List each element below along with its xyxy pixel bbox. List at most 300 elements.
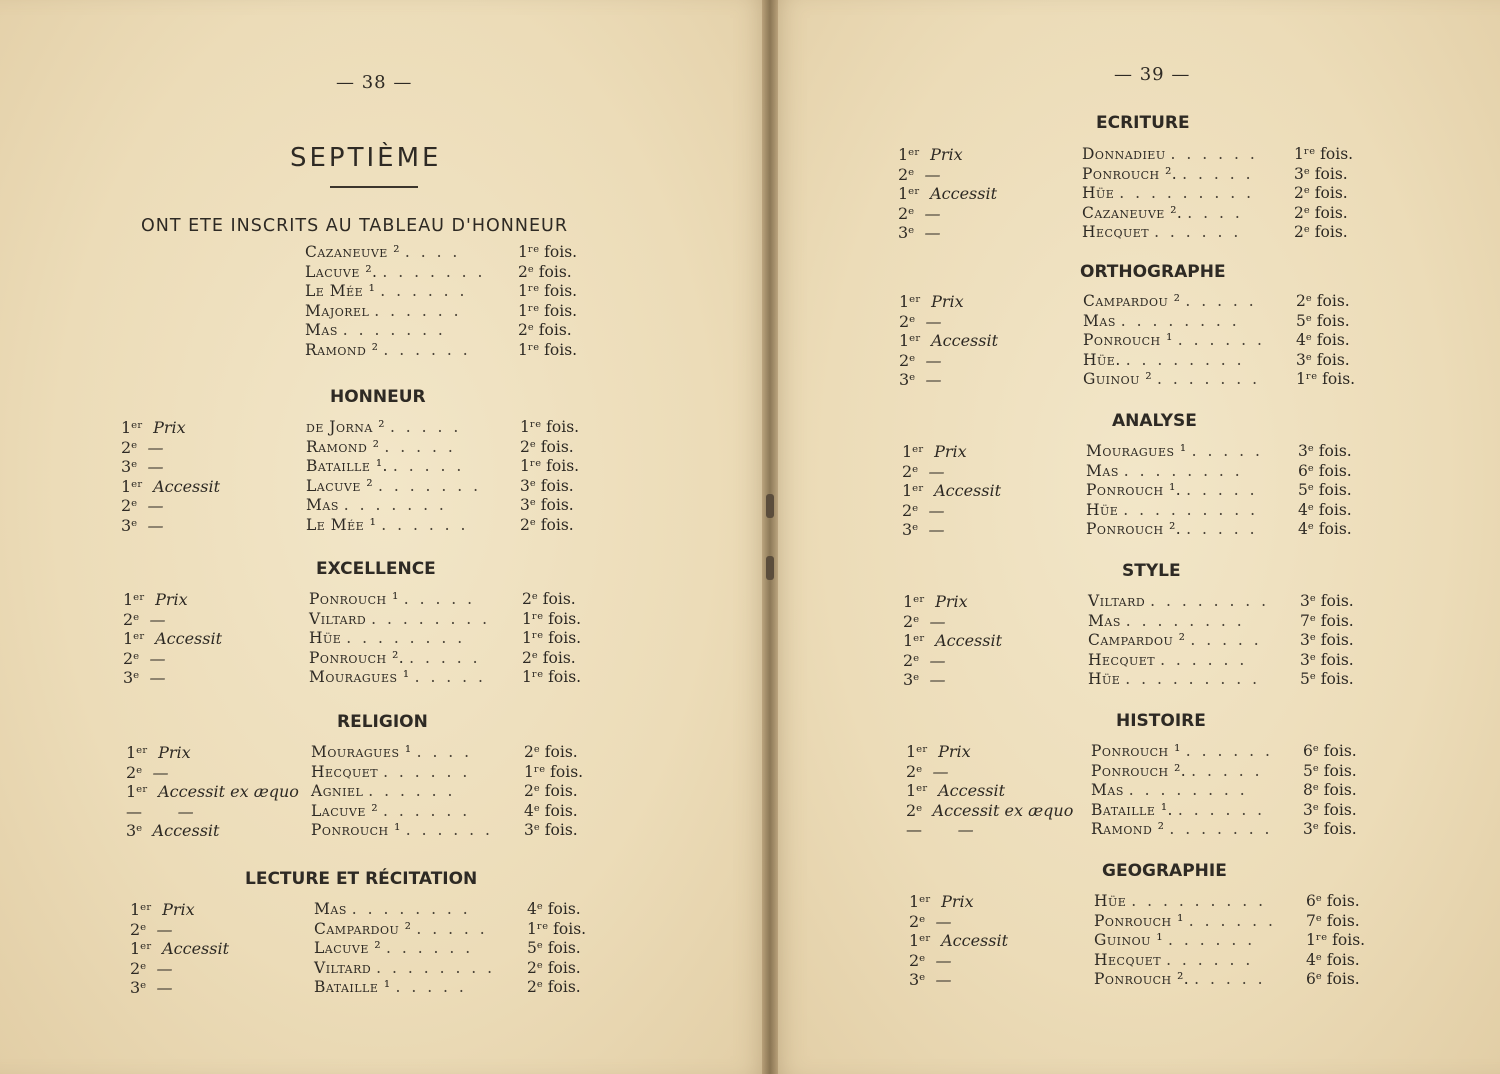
award-type: Prix [935, 592, 968, 611]
award-type: — [928, 520, 945, 539]
award-type: — [935, 911, 952, 931]
award-rank: 1ᵉʳ [909, 892, 931, 911]
award-label [909, 970, 952, 990]
student-row [311, 743, 472, 763]
student-name: Mouragues ¹ [1086, 442, 1187, 460]
award-type: — [929, 611, 946, 631]
student-name: Bataille ¹ [314, 978, 391, 996]
award-rank: 3ᵉ [909, 970, 926, 989]
award-count: 5ᵉ fois. [1296, 311, 1350, 330]
award-count: 2ᵉ fois. [524, 743, 578, 761]
award-rank: 2ᵉ [123, 609, 140, 629]
award-label [898, 145, 963, 165]
award-rank: 3ᵉ [130, 978, 147, 997]
award-type: — [147, 457, 164, 476]
section-heading-histoire: HISTOIRE [1116, 711, 1206, 731]
award-type: Accessit [935, 631, 1003, 650]
leader-dots: . . . . . . . . [376, 958, 496, 977]
award-label [126, 802, 194, 822]
award-rank: 2ᵉ [121, 496, 138, 515]
leader-dots: . . . . . . . . [346, 629, 466, 647]
book-spine [762, 0, 778, 1074]
award-type: Accessit [938, 781, 1006, 800]
leader-dots: . . . . . [1190, 631, 1262, 649]
student-name: Hecquet [1088, 650, 1156, 669]
leader-dots: . . . . . [1186, 481, 1258, 499]
award-count: 1ʳᵉ fois. [520, 418, 580, 436]
award-rank: 2ᵉ [906, 800, 923, 820]
leader-dots: . . . . . . [1160, 650, 1248, 669]
award-rank: 1ᵉʳ [902, 481, 924, 500]
student-name: Viltard [314, 958, 372, 977]
student-row [1094, 912, 1276, 932]
award-count: 2ᵉ fois. [527, 978, 581, 996]
student-name: Hüe [1094, 892, 1127, 910]
student-row [1083, 351, 1245, 371]
leader-dots: . . . . . . [1170, 145, 1258, 163]
award-label [898, 223, 941, 243]
student-row [306, 438, 456, 458]
chapter-title: SEPTIÈME [290, 143, 442, 173]
award-count: 1ʳᵉ fois. [518, 282, 578, 300]
student-row [1083, 312, 1240, 332]
award-rank: 3ᵉ [126, 821, 143, 840]
student-name: Ponrouch ¹. [1086, 481, 1182, 499]
leader-dots: . . . . . . [383, 340, 471, 359]
award-label [123, 649, 166, 669]
student-name: Ramond ² [306, 437, 380, 456]
award-label [899, 351, 942, 371]
award-label [130, 920, 173, 940]
award-label [899, 331, 998, 351]
student-name: Guinou ¹ [1094, 931, 1164, 949]
leader-dots: . . . . . . [1177, 331, 1265, 349]
award-rank: 2ᵉ [906, 761, 923, 781]
leader-dots: . . . . . . [1177, 800, 1266, 819]
award-count: 1ʳᵉ fois. [518, 301, 578, 320]
leader-dots: . . . . . . [1154, 223, 1242, 241]
award-rank: 3ᵉ [123, 668, 140, 687]
award-type: — [925, 350, 942, 370]
award-count: 3ᵉ fois. [1296, 350, 1350, 369]
award-type: — [147, 496, 164, 515]
award-label [906, 820, 974, 840]
award-rank: — [906, 820, 922, 839]
award-type: — [925, 311, 942, 331]
award-count: 2ᵉ fois. [1296, 292, 1350, 310]
student-name: Mouragues ¹ [309, 668, 410, 686]
award-label [130, 900, 195, 920]
award-count: 3ᵉ fois. [1303, 820, 1357, 838]
award-label [898, 165, 941, 185]
award-rank: 2ᵉ [130, 958, 147, 978]
award-rank: 1ᵉʳ [903, 631, 925, 650]
student-name: Lacuve ² [306, 476, 374, 495]
award-label [899, 292, 964, 312]
student-name: Ponrouch ². [1094, 970, 1190, 988]
award-rank: 3ᵉ [902, 520, 919, 539]
award-rank: 1ᵉʳ [903, 592, 925, 611]
leader-dots: . . . . . [409, 648, 481, 667]
award-rank: 2ᵉ [909, 911, 926, 931]
student-row [306, 457, 464, 477]
award-type: — [929, 670, 946, 689]
award-label [121, 457, 164, 477]
award-count: 5ᵉ fois. [527, 939, 581, 957]
award-label [906, 742, 971, 762]
student-row [1082, 145, 1258, 165]
award-label [123, 629, 222, 649]
award-count: 4ᵉ fois. [1298, 500, 1352, 519]
award-count: 6ᵉ fois. [1306, 970, 1360, 988]
student-name: Ponrouch ¹ [311, 821, 401, 839]
award-type: Prix [155, 590, 188, 609]
award-label [899, 312, 942, 332]
student-name: Majorel [305, 301, 370, 320]
award-rank: 1ᵉʳ [126, 743, 148, 762]
student-name: Ramond ² [305, 340, 379, 359]
award-count: 1ʳᵉ fois. [1306, 931, 1366, 949]
award-label [126, 763, 169, 783]
student-row [1091, 820, 1272, 840]
student-row [311, 821, 493, 841]
award-rank: 2ᵉ [902, 500, 919, 520]
leader-dots: . . . . [404, 243, 461, 261]
student-name: Viltard [1088, 592, 1146, 610]
student-name: Ponrouch ². [309, 648, 405, 667]
award-type: Accessit [155, 629, 223, 648]
page-number-left: — 38 — [336, 72, 413, 93]
student-row [314, 920, 488, 940]
student-row [1088, 651, 1247, 671]
award-rank: 1ᵉʳ [130, 900, 152, 919]
section-heading-analyse: ANALYSE [1112, 411, 1197, 431]
award-count: 2ᵉ fois. [518, 262, 572, 281]
student-name: Ponrouch ¹ [1094, 911, 1184, 930]
student-row [1091, 781, 1248, 801]
award-count: 5ᵉ fois. [1298, 481, 1352, 499]
leader-dots: . . . . . . [383, 762, 471, 781]
award-count: 4ᵉ fois. [1306, 950, 1360, 969]
award-rank: 1ᵉʳ [906, 742, 928, 761]
award-rank: 1ᵉʳ [121, 476, 143, 496]
award-label [126, 743, 191, 763]
section-heading-orthographe: ORTHOGRAPHE [1080, 262, 1226, 282]
student-name: Cazaneuve ² [305, 243, 400, 261]
student-name: Hüe. [1083, 350, 1121, 369]
award-type: — [924, 223, 941, 242]
award-label [903, 631, 1002, 651]
award-count: 2ᵉ fois. [1294, 184, 1348, 202]
section-heading-geographie: GEOGRAPHIE [1102, 861, 1227, 881]
student-row [309, 649, 481, 669]
student-row [314, 900, 471, 920]
award-count: 7ᵉ fois. [1306, 911, 1360, 930]
leader-dots: . . . . . [414, 668, 486, 686]
student-row [311, 802, 470, 822]
leader-dots: . . . . . . . . . [1123, 500, 1259, 519]
student-row [314, 978, 467, 998]
award-count: 2ᵉ fois. [518, 321, 572, 339]
student-name: Le Mée ¹ [306, 515, 377, 534]
award-rank: 1ᵉʳ [899, 292, 921, 311]
award-label [126, 782, 299, 802]
award-count: 4ᵉ fois. [524, 801, 578, 820]
award-count: 1ʳᵉ fois. [520, 457, 580, 475]
award-rank: 3ᵉ [898, 223, 915, 242]
award-count: 1ʳᵉ fois. [527, 919, 587, 938]
section-heading-honneur: HONNEUR [330, 387, 426, 407]
award-count: 2ᵉ fois. [1294, 203, 1348, 222]
award-rank: 2ᵉ [126, 762, 143, 782]
student-row [309, 590, 475, 610]
leader-dots: . . . . . . . . . [1131, 892, 1267, 910]
student-row [1091, 742, 1273, 762]
student-row [306, 418, 461, 438]
student-row [1094, 931, 1255, 951]
award-count: 2ᵉ fois. [520, 515, 574, 534]
award-rank: — [126, 801, 142, 821]
award-rank: 2ᵉ [903, 611, 920, 631]
award-count: 3ᵉ fois. [520, 476, 574, 495]
award-label [902, 442, 967, 462]
student-name: Hecquet [311, 762, 379, 781]
award-type: Prix [941, 892, 974, 911]
award-label [902, 520, 945, 540]
student-name: Mas [305, 321, 338, 339]
leader-dots: . . . . [416, 743, 473, 761]
leader-dots: . . . . . . . [1169, 820, 1273, 838]
award-type: — [149, 609, 166, 629]
student-row [311, 782, 455, 802]
award-rank: 1ᵉʳ [898, 145, 920, 164]
award-rank: 1ᵉʳ [123, 629, 145, 648]
award-type: Accessit [152, 821, 220, 840]
student-row [1083, 370, 1260, 390]
student-name: Mas [1083, 311, 1116, 330]
award-count: 4ᵉ fois. [527, 900, 581, 918]
award-count: 3ᵉ fois. [1300, 650, 1354, 669]
leader-dots: . . . . . . [1185, 742, 1273, 760]
student-row [1091, 762, 1263, 782]
award-label [121, 477, 220, 497]
leader-dots: . . . . . [389, 418, 462, 436]
award-label [903, 670, 946, 690]
student-name: Mas [314, 900, 347, 918]
award-type: Prix [930, 145, 963, 164]
section-heading-lecture-et-récitation: LECTURE ET RÉCITATION [245, 869, 478, 889]
leader-dots: . . . . . . [368, 782, 456, 800]
award-type: — [935, 950, 952, 970]
leader-dots: . . . . . . [382, 801, 471, 820]
award-label [130, 978, 173, 998]
award-count: 2ᵉ fois. [522, 648, 576, 667]
leader-dots: . . . . . [392, 457, 465, 475]
award-rank: 1ᵉʳ [121, 418, 143, 437]
leader-dots: . . . . . . . . [351, 900, 471, 918]
leader-dots: . . . . . . [1168, 931, 1256, 949]
award-rank: 2ᵉ [899, 311, 916, 331]
student-name: Mas [1086, 461, 1119, 480]
student-name: Hüe [1088, 670, 1121, 688]
student-row [1086, 481, 1258, 501]
leader-dots: . . . . . . [381, 515, 469, 534]
student-row [1088, 592, 1269, 612]
award-count: 1ʳᵉ fois. [522, 629, 582, 647]
student-row [1094, 951, 1253, 971]
student-row [314, 939, 473, 959]
award-label [121, 418, 186, 438]
award-count: 2ᵉ fois. [527, 958, 581, 977]
award-count: 3ᵉ fois. [1303, 800, 1357, 819]
award-type: — [177, 801, 194, 821]
student-name: Campardou ² [1088, 631, 1186, 649]
section-heading-ecriture: ECRITURE [1096, 113, 1190, 133]
award-count: 3ᵉ fois. [520, 496, 574, 514]
student-name: Bataille ¹. [306, 457, 388, 475]
award-label [121, 438, 164, 458]
leader-dots: . . . . . . . . [1125, 350, 1245, 369]
award-rank: 1ᵉʳ [899, 331, 921, 350]
student-row [1082, 165, 1254, 185]
award-type: Accessit [934, 481, 1002, 500]
award-count: 1ʳᵉ fois. [518, 243, 578, 261]
award-count: 6ᵉ fois. [1306, 892, 1360, 910]
tableau-row [305, 263, 485, 283]
award-label [909, 951, 952, 971]
leader-dots: . . . . . . . [343, 496, 447, 514]
student-row [1088, 670, 1260, 690]
award-rank: 1ᵉʳ [906, 781, 928, 800]
student-row [1091, 801, 1265, 821]
student-row [1088, 631, 1262, 651]
award-type: Prix [162, 900, 195, 919]
leader-dots: . . . . . . [380, 282, 468, 300]
award-label [902, 462, 945, 482]
student-name: Mouragues ¹ [311, 743, 412, 761]
student-row [1088, 612, 1245, 632]
award-rank: 2ᵉ [909, 950, 926, 970]
student-row [1082, 204, 1243, 224]
leader-dots: . . . . . . . . [371, 609, 491, 628]
award-count: 4ᵉ fois. [1296, 331, 1350, 349]
award-label [898, 184, 997, 204]
award-type: Accessit ex æquo [158, 782, 299, 801]
award-count: 6ᵉ fois. [1298, 461, 1352, 480]
leader-dots: . . . . . [416, 919, 488, 938]
award-label [909, 931, 1008, 951]
award-label [130, 939, 229, 959]
student-name: Hüe [1082, 184, 1115, 202]
award-label [126, 821, 219, 841]
award-type: — [156, 978, 173, 997]
leader-dots: . . . . . . [374, 301, 462, 320]
award-rank: 3ᵉ [899, 370, 916, 389]
page-number-right: — 39 — [1114, 64, 1191, 85]
leader-dots: . . . . . [384, 437, 456, 456]
leader-dots: . . . . . [1191, 761, 1263, 780]
leader-dots: . . . . . [403, 590, 476, 608]
award-count: 3ᵉ fois. [524, 821, 578, 839]
chapter-rule [330, 186, 418, 188]
award-type: — [147, 437, 164, 457]
student-name: Campardou ² [1083, 292, 1181, 310]
section-heading-style: STYLE [1122, 561, 1181, 581]
award-type: — [929, 650, 946, 670]
student-row [309, 629, 465, 649]
award-rank: 3ᵉ [903, 670, 920, 689]
award-type: Accessit [153, 476, 221, 496]
student-name: Hecquet [1094, 950, 1162, 969]
tableau-row [305, 302, 462, 322]
award-rank: 2ᵉ [899, 350, 916, 370]
award-type: Prix [931, 292, 964, 311]
student-row [309, 668, 486, 688]
award-type: Prix [158, 743, 191, 762]
student-name: Lacuve ² [314, 939, 382, 957]
award-count: 7ᵉ fois. [1300, 611, 1354, 630]
award-label [123, 590, 188, 610]
award-rank: 1ᵉʳ [130, 939, 152, 958]
award-rank: 2ᵉ [130, 919, 147, 939]
award-type: Prix [934, 442, 967, 461]
award-rank: 2ᵉ [902, 461, 919, 481]
student-row [1094, 970, 1266, 990]
award-label [909, 892, 974, 912]
award-label [121, 516, 164, 536]
tableau-row [305, 243, 460, 263]
student-name: Donnadieu [1082, 145, 1166, 163]
student-name: Ponrouch ². [1082, 164, 1178, 183]
leader-dots: . . . . . . . . [1123, 461, 1243, 480]
student-name: Hüe [1086, 500, 1119, 519]
award-type: — [928, 500, 945, 520]
student-name: de Jorna ² [306, 418, 385, 436]
student-name: Ponrouch ¹ [1091, 742, 1181, 760]
award-count: 2ᵉ fois. [522, 590, 576, 608]
award-label [902, 501, 945, 521]
award-count: 2ᵉ fois. [520, 437, 574, 456]
award-label [902, 481, 1001, 501]
student-name: Mas [1091, 781, 1124, 799]
award-label [121, 496, 164, 516]
award-count: 6ᵉ fois. [1303, 742, 1357, 760]
award-type: — [149, 668, 166, 687]
award-type: — [924, 164, 941, 184]
award-label [898, 204, 941, 224]
award-type: — [156, 919, 173, 939]
award-rank: 3ᵉ [121, 515, 138, 535]
award-type: — [957, 820, 974, 839]
leader-dots: . . . . . [1185, 292, 1257, 310]
student-name: Hecquet [1082, 223, 1150, 241]
student-row [314, 959, 495, 979]
leader-dots: . . . . . . . . [1120, 311, 1240, 330]
award-type: — [152, 762, 169, 782]
student-name: Viltard [309, 609, 367, 628]
leader-dots: . . . . . . [1188, 911, 1276, 930]
award-label [123, 610, 166, 630]
student-row [1083, 292, 1257, 312]
award-type: Accessit [162, 939, 230, 958]
award-count: 2ᵉ fois. [524, 782, 578, 800]
award-count: 3ᵉ fois. [1300, 592, 1354, 610]
award-count: 5ᵉ fois. [1300, 670, 1354, 688]
leader-dots: . . . . . . . . . [1125, 670, 1261, 688]
award-count: 1ʳᵉ fois. [518, 340, 578, 359]
award-type: Accessit ex æquo [932, 800, 1074, 820]
award-count: 1ʳᵉ fois. [1296, 370, 1356, 388]
